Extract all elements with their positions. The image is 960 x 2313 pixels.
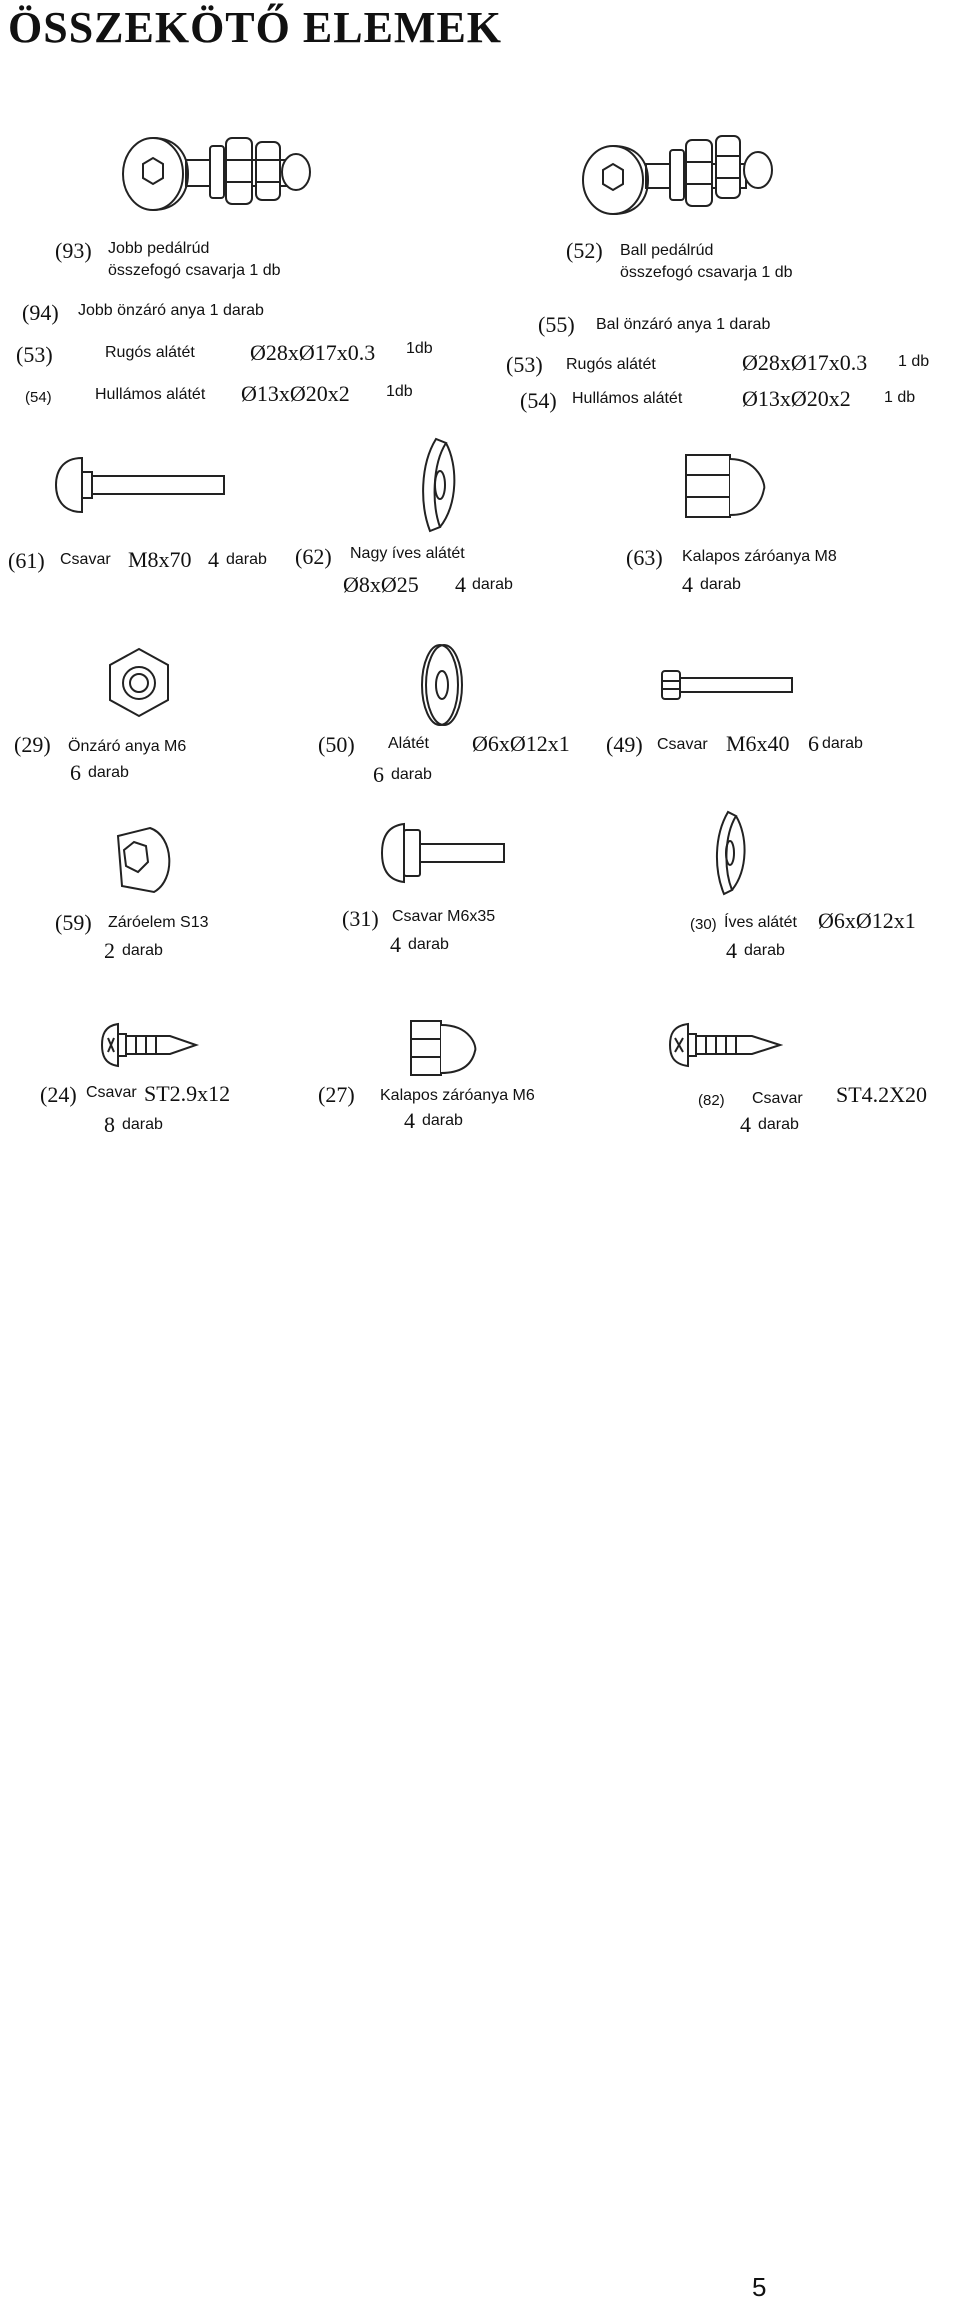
part-spec: Ø28xØ17x0.3 (250, 340, 376, 365)
part-label-line2: összefogó csavarja 1 db (108, 262, 281, 279)
part-number: (29) (14, 732, 51, 757)
end-cap-s13-illustration (110, 820, 180, 900)
part-quantity-number: 2 (104, 938, 115, 963)
part-number: (59) (55, 910, 92, 935)
part-label: Záróelem S13 (108, 914, 209, 931)
page-title: ÖSSZEKÖTŐ ELEMEK (8, 3, 503, 52)
part-spec: Ø6xØ12x1 (818, 908, 916, 933)
part-label: Jobb pedálrúd (108, 240, 210, 257)
part-quantity-unit: darab (391, 766, 432, 783)
part-number: (30) (690, 916, 717, 933)
part-quantity-number: 4 (208, 547, 219, 572)
part-quantity-number: 4 (404, 1108, 415, 1133)
part-spec: M6x40 (726, 731, 790, 756)
part-label: Csavar (752, 1090, 803, 1107)
part-quantity-unit: darab (472, 576, 513, 593)
left-pedal-bolt-illustration (578, 112, 778, 217)
self-locking-nut-m6-illustration (104, 645, 174, 720)
part-quantity: 1db (406, 340, 433, 357)
part-number: (94) (22, 300, 59, 325)
part-number: (31) (342, 906, 379, 931)
part-number: (63) (626, 545, 663, 570)
part-spec: Ø28xØ17x0.3 (742, 350, 868, 375)
part-quantity-unit: darab (88, 764, 129, 781)
part-quantity: 1 db (898, 353, 930, 370)
part-label: Kalapos záróanya M6 (380, 1087, 535, 1104)
part-label: Ball pedálrúd (620, 242, 714, 259)
acorn-nut-m6-illustration (405, 1015, 485, 1080)
part-quantity-number: 6 (808, 731, 819, 756)
part-number: (93) (55, 238, 92, 263)
curved-washer-large-illustration (418, 435, 464, 535)
part-number: (27) (318, 1082, 355, 1107)
bolt-m6x40-illustration (658, 665, 798, 705)
acorn-nut-m8-illustration (680, 445, 770, 525)
part-quantity: 1 db (884, 389, 916, 406)
curved-washer-illustration (712, 808, 752, 898)
part-quantity-number: 4 (455, 572, 466, 597)
part-number: (62) (295, 544, 332, 569)
part-quantity-number: 6 (373, 762, 384, 787)
part-number: (49) (606, 732, 643, 757)
part-label: Csavar (60, 551, 111, 568)
part-number: (53) (16, 342, 53, 367)
part-label: Önzáró anya M6 (68, 738, 187, 755)
part-label: Csavar M6x35 (392, 908, 496, 925)
part-label: Jobb önzáró anya 1 darab (78, 302, 264, 319)
screw-st4-2x20-illustration (668, 1020, 783, 1070)
right-pedal-bolt-illustration (118, 112, 318, 217)
part-quantity-unit: darab (422, 1112, 463, 1129)
part-quantity-unit: darab (744, 942, 785, 959)
part-spec: Ø6xØ12x1 (472, 731, 570, 756)
part-label: Bal önzáró anya 1 darab (596, 316, 771, 333)
part-quantity-unit: darab (122, 1116, 163, 1133)
part-quantity-number: 4 (390, 932, 401, 957)
page-number: 5 (752, 2272, 767, 2302)
part-label: Hullámos alátét (572, 390, 683, 407)
bolt-m6x35-illustration (380, 818, 510, 888)
part-label: Csavar (657, 736, 708, 753)
part-label: Rugós alátét (105, 344, 195, 361)
part-number: (61) (8, 548, 45, 573)
part-number: (24) (40, 1082, 77, 1107)
part-spec: ST2.9x12 (144, 1081, 231, 1106)
part-spec: M8x70 (128, 547, 192, 572)
part-spec: Ø13xØ20x2 (742, 386, 851, 411)
part-quantity-number: 8 (104, 1112, 115, 1137)
part-label: Kalapos záróanya M8 (682, 548, 837, 565)
part-quantity-number: 4 (740, 1112, 751, 1137)
flat-washer-illustration (418, 640, 468, 730)
part-label-line2: összefogó csavarja 1 db (620, 264, 793, 281)
part-label: Rugós alátét (566, 356, 656, 373)
part-spec: ST4.2X20 (836, 1082, 928, 1107)
part-label: Íves alátét (724, 914, 797, 931)
part-spec: Ø13xØ20x2 (241, 381, 350, 406)
part-label: Hullámos alátét (95, 386, 206, 403)
part-quantity-number: 4 (726, 938, 737, 963)
part-quantity-unit: darab (700, 576, 741, 593)
part-quantity-unit: darab (758, 1116, 799, 1133)
part-spec: Ø8xØ25 (343, 572, 419, 597)
bolt-m8x70-illustration (52, 450, 232, 520)
part-quantity-number: 6 (70, 760, 81, 785)
part-label: Nagy íves alátét (350, 545, 465, 562)
part-quantity: 1db (386, 383, 413, 400)
part-number: (54) (25, 389, 52, 406)
part-number: (53) (506, 352, 543, 377)
part-number: (52) (566, 238, 603, 263)
part-label: Csavar (86, 1084, 137, 1101)
part-quantity-number: 4 (682, 572, 693, 597)
part-quantity-unit: darab (226, 551, 267, 568)
part-number: (50) (318, 732, 355, 757)
part-quantity-unit: darab (122, 942, 163, 959)
part-number: (55) (538, 312, 575, 337)
part-number: (54) (520, 388, 557, 413)
screw-st2-9x12-illustration (100, 1020, 200, 1070)
part-label: Alátét (388, 735, 429, 752)
part-quantity-unit: darab (822, 735, 863, 752)
part-quantity-unit: darab (408, 936, 449, 953)
part-number: (82) (698, 1092, 725, 1109)
